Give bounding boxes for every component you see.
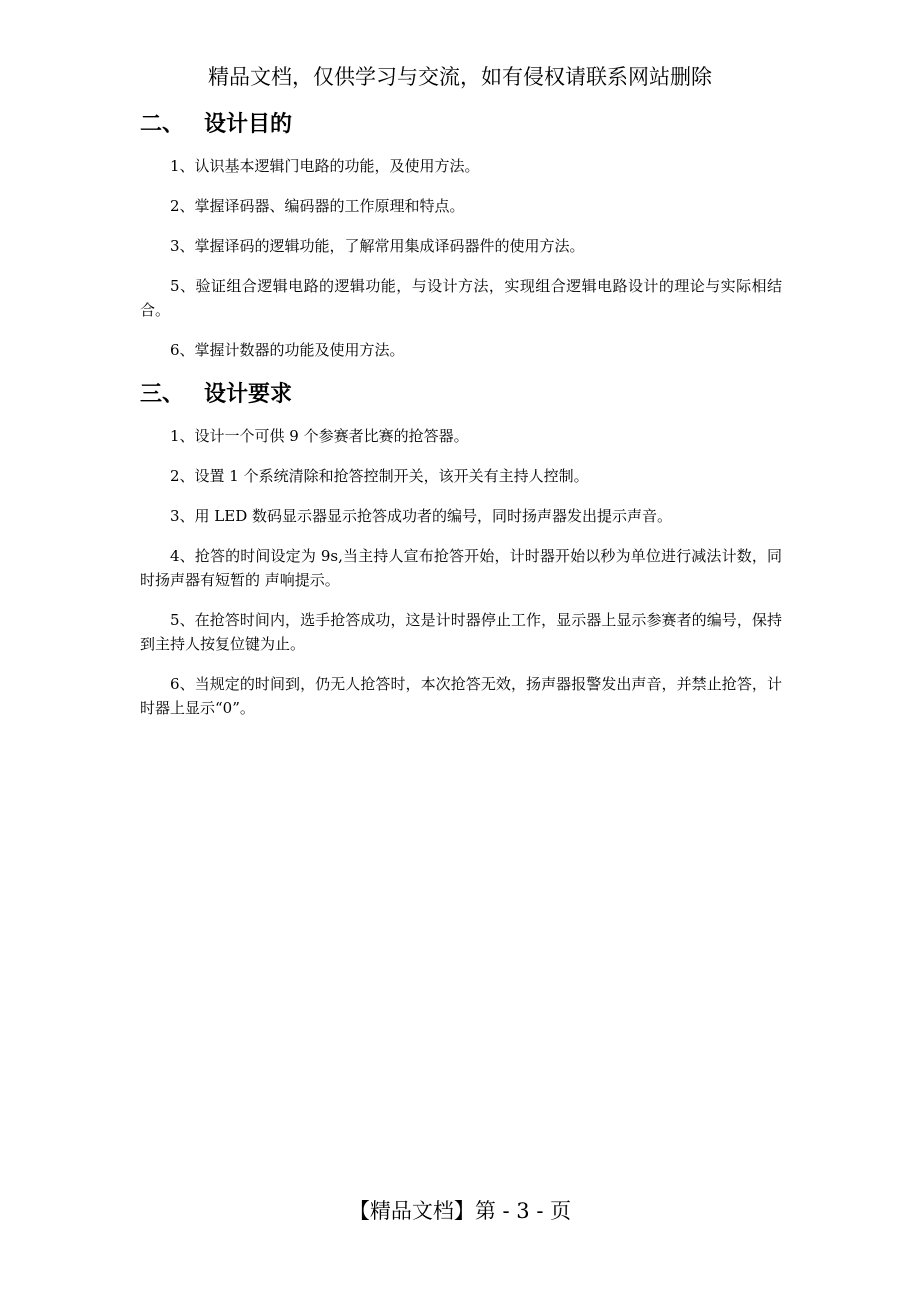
section-heading <box>140 108 782 142</box>
page-header: 精品文档，仅供学习与交流，如有侵权请联系网站删除 <box>208 65 712 89</box>
paragraph: 1、设计一个可供 9 个参赛者比赛的抢答器。 <box>170 427 469 445</box>
section-design-requirements <box>140 378 782 720</box>
section-number: 二、 <box>140 112 185 137</box>
section-design-purpose <box>140 108 782 362</box>
paragraph: 4、抢答的时间设定为 9s,当主持人宣布抢答开始，计时器开始以秒为单位进行减法计数，同时扬声器有短暂的 声响提示。 <box>140 547 782 589</box>
paragraph: 6、当规定的时间到，仍无人抢答时，本次抢答无效，扬声器报警发出声音，并禁止抢答，计时器上显示“0”。 <box>140 675 782 717</box>
paragraph: 2、设置 1 个系统清除和抢答控制开关，该开关有主持人控制。 <box>170 467 589 485</box>
section-title: 设计要求 <box>204 382 293 407</box>
section-title: 设计目的 <box>204 112 293 137</box>
document-body <box>140 108 782 736</box>
section-number: 三、 <box>140 382 185 407</box>
paragraph: 1、认识基本逻辑门电路的功能，及使用方法。 <box>170 157 480 175</box>
paragraph: 3、掌握译码的逻辑功能，了解常用集成译码器件的使用方法。 <box>170 237 585 255</box>
paragraph: 5、验证组合逻辑电路的逻辑功能，与设计方法，实现组合逻辑电路设计的理论与实际相结合。 <box>140 277 782 319</box>
paragraph: 2、掌握译码器、编码器的工作原理和特点。 <box>170 197 465 215</box>
page-footer: 【精品文档】第 - 3 - 页 <box>348 1199 572 1223</box>
paragraph: 3、用 LED 数码显示器显示抢答成功者的编号，同时扬声器发出提示声音。 <box>170 507 673 525</box>
section-heading <box>140 378 782 412</box>
paragraph: 5、在抢答时间内，选手抢答成功，这是计时器停止工作，显示器上显示参赛者的编号，保持到主持人按复位键为止。 <box>140 611 782 653</box>
paragraph: 6、掌握计数器的功能及使用方法。 <box>170 341 405 359</box>
